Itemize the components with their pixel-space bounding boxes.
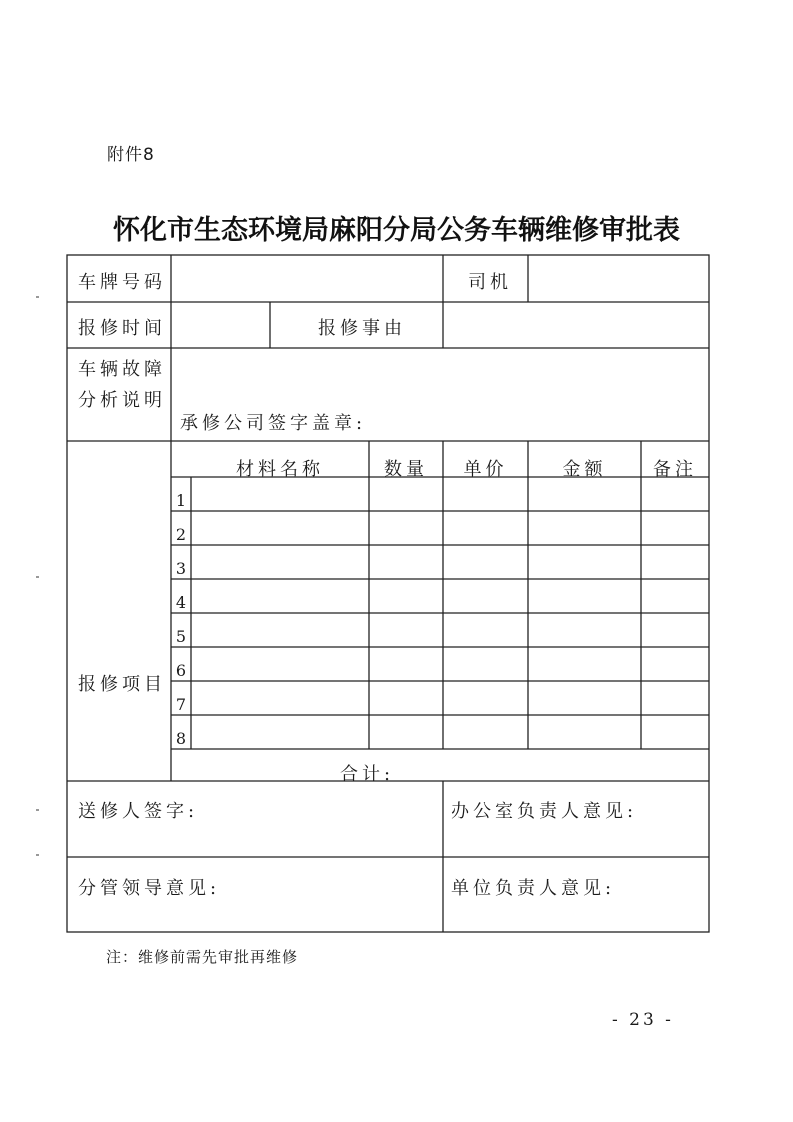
scan-mark xyxy=(36,576,39,578)
scan-mark xyxy=(36,296,39,298)
supervising-leader-opinion-label: 分管领导意见: xyxy=(78,878,221,899)
footnote: 注：维修前需先审批再维修 xyxy=(106,948,299,966)
repair-time-label: 报修时间 xyxy=(78,318,166,339)
row-number: 1 xyxy=(175,491,187,510)
row-number: 4 xyxy=(175,593,187,612)
header-amount: 金额 xyxy=(562,459,607,480)
scan-mark xyxy=(36,854,39,856)
total-label: 合计: xyxy=(340,764,395,785)
fault-analysis-field[interactable] xyxy=(180,356,700,400)
attachment-label: 附件8 xyxy=(107,145,155,165)
header-material-name: 材料名称 xyxy=(236,459,324,480)
header-quantity: 数量 xyxy=(384,459,428,480)
repair-reason-label: 报修事由 xyxy=(318,318,406,339)
row-number: 6 xyxy=(175,661,187,680)
unit-head-opinion-label: 单位负责人意见: xyxy=(451,878,616,899)
row-number: 8 xyxy=(175,729,187,748)
driver-label: 司机 xyxy=(468,272,512,293)
header-unit-price: 单价 xyxy=(463,459,508,480)
repair-company-seal-label: 承修公司签字盖章: xyxy=(180,413,367,434)
fault-analysis-label-line2: 分析说明 xyxy=(78,390,166,411)
row-number: 3 xyxy=(175,559,187,578)
repair-items-label: 报修项目 xyxy=(78,674,166,695)
row-number: 5 xyxy=(175,627,187,646)
fault-analysis-label-line1: 车辆故障 xyxy=(78,359,166,380)
sender-signature-label: 送修人签字: xyxy=(78,801,199,822)
plate-number-label: 车牌号码 xyxy=(78,272,166,293)
row-number: 2 xyxy=(175,525,187,544)
office-head-opinion-label: 办公室负责人意见: xyxy=(451,801,638,822)
page-number: - 23 - xyxy=(612,1010,674,1030)
scan-mark xyxy=(36,809,39,811)
form-title: 怀化市生态环境局麻阳分局公务车辆维修审批表 xyxy=(113,215,680,246)
header-remarks: 备注 xyxy=(653,459,697,480)
row-number: 7 xyxy=(175,695,187,714)
